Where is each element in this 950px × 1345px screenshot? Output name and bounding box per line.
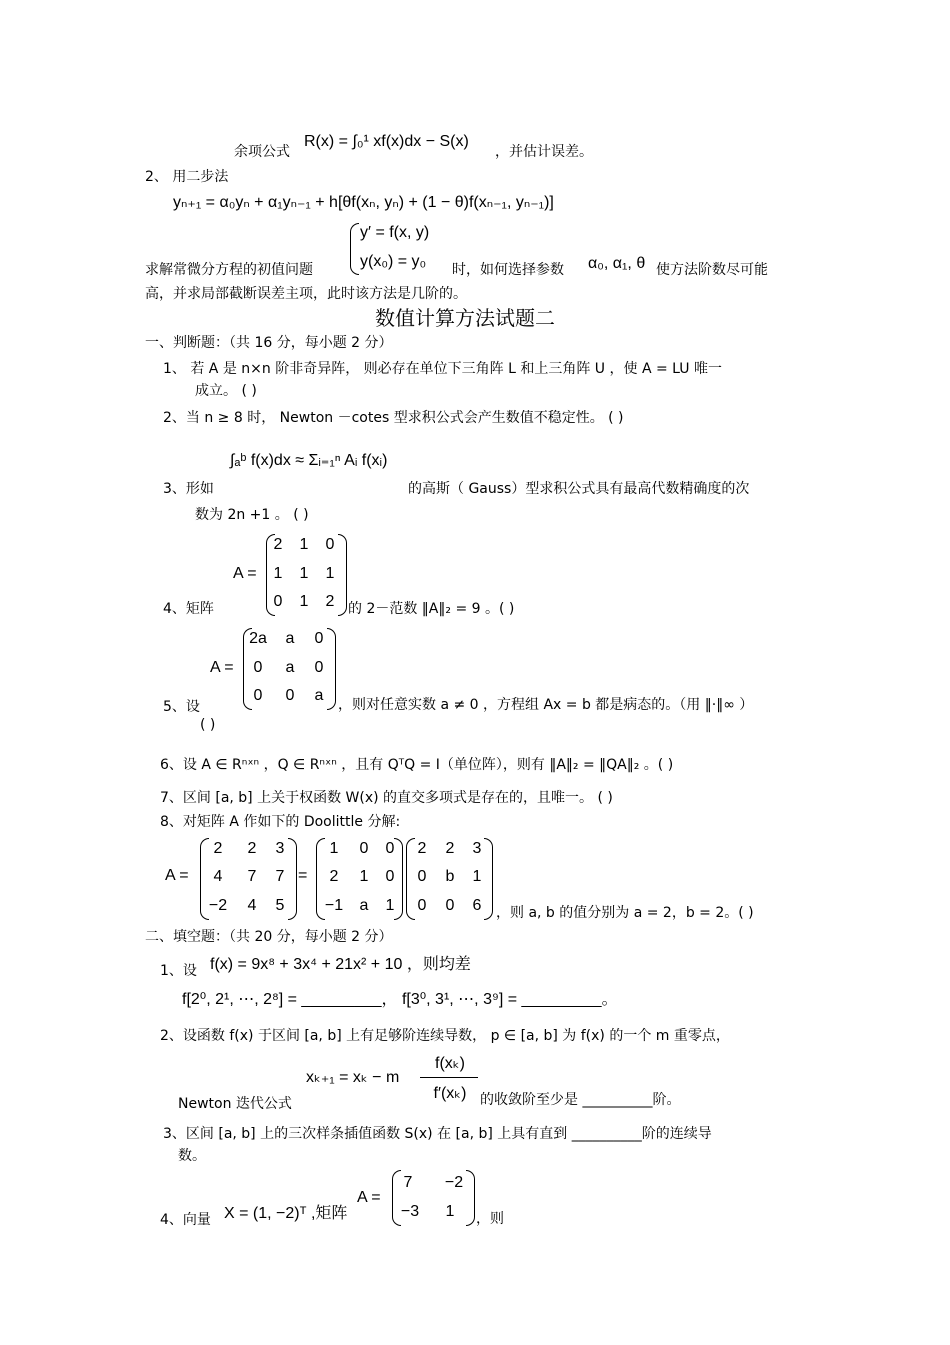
- s1-q3-label: 3、形如: [163, 481, 214, 497]
- s1-q5-line2: ( ): [200, 717, 216, 733]
- s1-q8-a: A =: [165, 867, 189, 884]
- s2-q1-formula: f(x) = 9x⁸ + 3x⁴ + 21x² + 10 ，则均差: [210, 956, 471, 973]
- matrix-cell: 2: [247, 840, 257, 857]
- section1-header: 一、判断题：（共 16 分，每小题 2 分）: [145, 335, 393, 351]
- s1-q4-label: 4、矩阵: [163, 601, 214, 617]
- matrix-cell: a: [285, 630, 295, 647]
- ode-mid: 时，如何选择参数: [452, 262, 564, 278]
- matrix-cell: 0: [445, 897, 455, 914]
- s1-q2: 2、当 n ≥ 8 时， Newton －cotes 型求积公式会产生数值不稳定性。 ( ): [163, 410, 624, 426]
- s1-q5-a: A =: [210, 659, 234, 676]
- matrix-cell: 1: [359, 868, 369, 885]
- ode-intro: 求解常微分方程的初值问题: [145, 262, 313, 278]
- s2-q1-line2: f[2⁰, 2¹, ⋯, 2⁸] = _________， f[3⁰, 3¹, ⋯, 3⁹] = _________。: [182, 991, 618, 1008]
- remainder-tail: ，并估计误差。: [495, 144, 593, 160]
- matrix-cell: 2: [325, 593, 335, 610]
- matrix-cell: 1: [299, 593, 309, 610]
- matrix-cell: 3: [472, 840, 482, 857]
- exam-title: 数值计算方法试题二: [375, 306, 555, 330]
- matrix-cell: 1: [472, 868, 482, 885]
- section2-header: 二、填空题：（共 20 分，每小题 2 分）: [145, 929, 393, 945]
- s2-q4-then: ，则: [476, 1211, 504, 1227]
- matrix-cell: 0: [325, 536, 335, 553]
- matrix-cell: 3: [275, 840, 285, 857]
- matrix-cell: 6: [472, 897, 482, 914]
- s2-q2-iter-lhs: xₖ₊₁ = xₖ − m: [306, 1069, 400, 1086]
- matrix-cell: 0: [253, 659, 263, 676]
- matrix-cell: 4: [213, 868, 223, 885]
- s1-q5-text: ，则对任意实数 a ≠ 0 ，方程组 Ax = b 都是病态的。（用 ‖·‖∞ ）: [338, 697, 754, 713]
- s1-q4-text: 的 2－范数 ‖A‖₂ = 9 。( ): [348, 601, 515, 617]
- matrix-cell: a: [314, 687, 324, 704]
- s2-q2-line1: 2、设函数 f(x) 于区间 [a, b] 上有足够阶连续导数， p ∈ [a, b] 为 f(x) 的一个 m 重零点，: [160, 1028, 730, 1044]
- ode-equation-2: y(x₀) = y₀: [360, 253, 427, 270]
- ode-params: α₀, α₁, θ: [588, 255, 646, 272]
- s2-q4-a: A =: [357, 1189, 381, 1206]
- matrix-cell: 4: [247, 897, 257, 914]
- matrix-cell: 1: [385, 897, 395, 914]
- s2-q2-text: 的收敛阶至少是 __________阶。: [480, 1092, 681, 1108]
- matrix-cell: 1: [299, 565, 309, 582]
- s1-q7: 7、区间 [a, b] 上关于权函数 W(x) 的直交多项式是存在的，且唯一。 ( ): [160, 790, 613, 806]
- matrix-cell: 1: [299, 536, 309, 553]
- s1-q1-line1: 1、 若 A 是 n×n 阶非奇异阵， 则必存在单位下三角阵 L 和上三角阵 U ，使 A = LU 唯一: [163, 361, 722, 377]
- matrix-cell: 2: [417, 840, 427, 857]
- s1-q3-formula: ∫ₐᵇ f(x)dx ≈ Σᵢ₌₁ⁿ Aᵢ f(xᵢ): [230, 452, 388, 469]
- matrix-cell: 0: [273, 593, 283, 610]
- ode-right: 使方法阶数尽可能: [656, 262, 768, 278]
- matrix-cell: b: [445, 868, 455, 885]
- matrix-cell: a: [359, 897, 369, 914]
- s1-q4-a: A =: [233, 565, 257, 582]
- s2-q2-iter-num: f(xₖ): [435, 1055, 465, 1072]
- equals-sign: =: [298, 867, 308, 884]
- matrix-cell: −1: [324, 897, 344, 914]
- matrix-cell: 1: [273, 565, 283, 582]
- matrix-cell: 2: [273, 536, 283, 553]
- matrix-cell: −3: [400, 1203, 420, 1220]
- matrix-cell: 0: [385, 840, 395, 857]
- s2-q3-line2: 数。: [178, 1148, 206, 1164]
- matrix-cell: 0: [417, 897, 427, 914]
- s1-q3-text: 的高斯（ Gauss）型求积公式具有最高代数精确度的次: [408, 481, 750, 497]
- matrix-cell: 7: [247, 868, 257, 885]
- s2-q4-label: 4、向量: [160, 1212, 211, 1228]
- s1-q8-text: ，则 a, b 的值分别为 a = 2，b = 2。( ): [496, 905, 754, 921]
- matrix-cell: 1: [325, 565, 335, 582]
- ode-equation-1: y′ = f(x, y): [360, 224, 430, 241]
- matrix-cell: 2: [445, 840, 455, 857]
- matrix-cell: −2: [444, 1174, 464, 1191]
- s1-q3-line2: 数为 2n +1 。 ( ): [195, 507, 309, 523]
- s2-q1-label: 1、设: [160, 963, 197, 979]
- matrix-cell: a: [285, 659, 295, 676]
- matrix-cell: 0: [417, 868, 427, 885]
- remainder-formula: R(x) = ∫₀¹ xf(x)dx − S(x): [304, 133, 469, 150]
- matrix-cell: 5: [275, 897, 285, 914]
- matrix-cell: 7: [275, 868, 285, 885]
- matrix-cell: 0: [285, 687, 295, 704]
- matrix-cell: 1: [445, 1203, 455, 1220]
- s1-q1-line2: 成立。 ( ): [195, 383, 257, 399]
- matrix-cell: 0: [314, 630, 324, 647]
- s2-q4-vector: X = (1, −2)ᵀ ,矩阵: [224, 1205, 348, 1222]
- s2-q3-line1: 3、区间 [a, b] 上的三次样条插值函数 S(x) 在 [a, b] 上具有直到 __________阶的连续导: [163, 1126, 712, 1142]
- matrix-cell: 2: [329, 868, 339, 885]
- matrix-cell: 0: [314, 659, 324, 676]
- matrix-cell: 2: [213, 840, 223, 857]
- matrix-cell: 0: [359, 840, 369, 857]
- s1-q6: 6、设 A ∈ Rⁿˣⁿ ，Q ∈ Rⁿˣⁿ ，且有 QᵀQ = I（单位阵），则有 ‖A‖₂ = ‖QA‖₂ 。( ): [160, 757, 674, 773]
- s1-q8: 8、对矩阵 A 作如下的 Doolittle 分解:: [160, 814, 401, 830]
- remainder-label: 余项公式: [234, 144, 290, 160]
- s2-q2-newton: Newton 迭代公式: [178, 1096, 292, 1112]
- s2-q2-iter-den: f′(xₖ): [433, 1085, 467, 1102]
- ode-system-brace: [350, 223, 359, 275]
- two-step-formula: yₙ₊₁ = α₀yₙ + α₁yₙ₋₁ + h[θf(xₙ, yₙ) + (1 − θ)f(xₙ₋₁, yₙ₋₁)]: [173, 194, 554, 211]
- matrix-cell: 2a: [249, 630, 267, 647]
- fraction-bar: [420, 1077, 478, 1078]
- matrix-cell: 1: [329, 840, 339, 857]
- matrix-cell: −2: [208, 897, 228, 914]
- matrix-cell: 7: [403, 1174, 413, 1191]
- matrix-cell: 0: [253, 687, 263, 704]
- ode-line-b: 高，并求局部截断误差主项，此时该方法是几阶的。: [145, 286, 467, 302]
- s1-q5-label: 5、设: [163, 699, 200, 715]
- q2-label: 2、 用二步法: [145, 169, 229, 185]
- matrix-cell: 0: [385, 868, 395, 885]
